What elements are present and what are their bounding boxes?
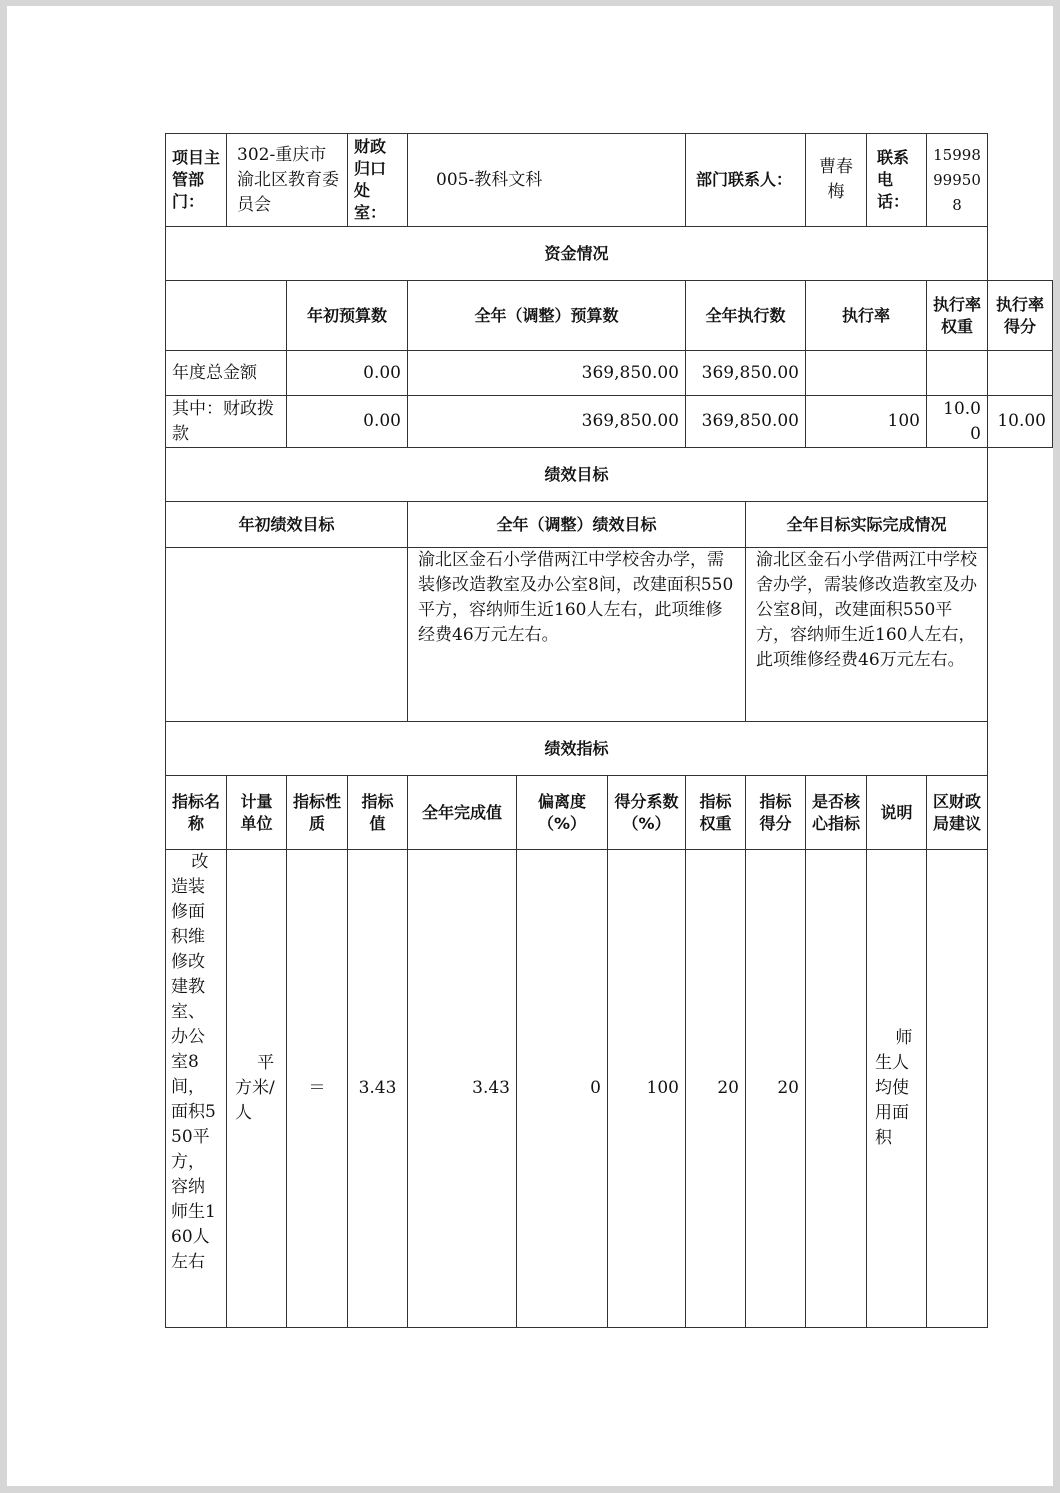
indicator-name: 改造装修面积维修改建教室、办公室8间，面积550平方，容纳师生160人左右 [166, 850, 227, 1328]
contact-label: 部门联系人： [686, 134, 806, 227]
funds-row-adjusted: 369,850.00 [408, 396, 686, 448]
funds-header-score: 执行率得分 [988, 281, 1053, 351]
funds-row-initial: 0.00 [287, 351, 408, 396]
indicator-suggestion [927, 850, 988, 1328]
goals-actual-text: 渝北区金石小学借两江中学校舍办学，需装修改造教室及办公室8间，改建面积550平方，容纳师生近160人左右，此项维修经费46万元左右。 [746, 548, 988, 722]
indicator-score: 20 [746, 850, 806, 1328]
funds-row-weight [927, 351, 988, 396]
goals-initial-text [166, 548, 408, 722]
funds-header-executed: 全年执行数 [686, 281, 806, 351]
indicator-row [166, 850, 1053, 1328]
indicator-completed: 3.43 [408, 850, 517, 1328]
goals-header-actual: 全年目标实际完成情况 [746, 502, 988, 548]
funds-row-score [988, 351, 1053, 396]
funds-row-total [166, 351, 1053, 396]
goals-header-adjusted: 全年（调整）绩效目标 [408, 502, 746, 548]
indicator-header-name: 指标名称 [166, 776, 227, 850]
indicator-header-coefficient: 得分系数（%） [608, 776, 686, 850]
indicator-core [806, 850, 867, 1328]
funds-section-row [166, 227, 1053, 281]
contact-value: 曹春梅 [806, 134, 867, 227]
dept-value: 302-重庆市渝北区教育委员会 [227, 134, 348, 227]
funds-header-adjusted: 全年（调整）预算数 [408, 281, 686, 351]
indicators-section-title: 绩效指标 [166, 722, 988, 776]
funds-row-label: 年度总金额 [166, 351, 287, 396]
indicator-note: 师生人均使用面积 [867, 850, 927, 1328]
funds-row-rate [806, 351, 927, 396]
funds-row-executed: 369,850.00 [686, 351, 806, 396]
indicator-weight: 20 [686, 850, 746, 1328]
indicator-header-weight: 指标权重 [686, 776, 746, 850]
funds-row-fiscal [166, 396, 1053, 448]
indicator-header-deviation: 偏离度（%） [517, 776, 608, 850]
funds-row-weight: 10.00 [927, 396, 988, 448]
funds-row-initial: 0.00 [287, 396, 408, 448]
goals-header-row [166, 502, 1053, 548]
finance-office-label: 财政归口处室： [348, 134, 408, 227]
indicator-header-core: 是否核心指标 [806, 776, 867, 850]
indicator-header-value: 指标值 [348, 776, 408, 850]
document-page [7, 6, 1053, 1486]
indicator-header-score: 指标得分 [746, 776, 806, 850]
funds-header-rate: 执行率 [806, 281, 927, 351]
funds-header-weight: 执行率权重 [927, 281, 988, 351]
indicator-value: 3.43 [348, 850, 408, 1328]
goals-content-row [166, 548, 1053, 722]
indicator-header-unit: 计量单位 [227, 776, 287, 850]
goals-section-row [166, 448, 1053, 502]
funds-row-adjusted: 369,850.00 [408, 351, 686, 396]
finance-office-value: 005-教科文科 [408, 134, 686, 227]
indicator-header-suggestion: 区财政局建议 [927, 776, 988, 850]
phone-label: 联系电话： [867, 134, 927, 227]
header-row [166, 134, 1053, 227]
funds-section-title: 资金情况 [166, 227, 988, 281]
indicators-header-row [166, 776, 1053, 850]
goals-adjusted-text: 渝北区金石小学借两江中学校舍办学，需装修改造教室及办公室8间，改建面积550平方，容纳师生近160人左右，此项维修经费46万元左右。 [408, 548, 746, 722]
indicator-nature: ＝ [287, 850, 348, 1328]
indicator-deviation: 0 [517, 850, 608, 1328]
funds-row-executed: 369,850.00 [686, 396, 806, 448]
goals-header-initial: 年初绩效目标 [166, 502, 408, 548]
funds-row-rate: 100 [806, 396, 927, 448]
funds-row-score: 10.00 [988, 396, 1053, 448]
goals-section-title: 绩效目标 [166, 448, 988, 502]
funds-header-initial: 年初预算数 [287, 281, 408, 351]
funds-row-label: 其中：财政拨款 [166, 396, 287, 448]
indicator-unit: 平方米/人 [227, 850, 287, 1328]
indicator-header-note: 说明 [867, 776, 927, 850]
performance-report-table [165, 133, 1053, 1328]
indicator-coefficient: 100 [608, 850, 686, 1328]
indicators-section-row [166, 722, 1053, 776]
indicator-header-nature: 指标性质 [287, 776, 348, 850]
funds-header-row [166, 281, 1053, 351]
phone-value: 15998999508 [927, 134, 988, 227]
funds-header-blank [166, 281, 287, 351]
dept-label: 项目主管部门： [166, 134, 227, 227]
indicator-header-completed: 全年完成值 [408, 776, 517, 850]
